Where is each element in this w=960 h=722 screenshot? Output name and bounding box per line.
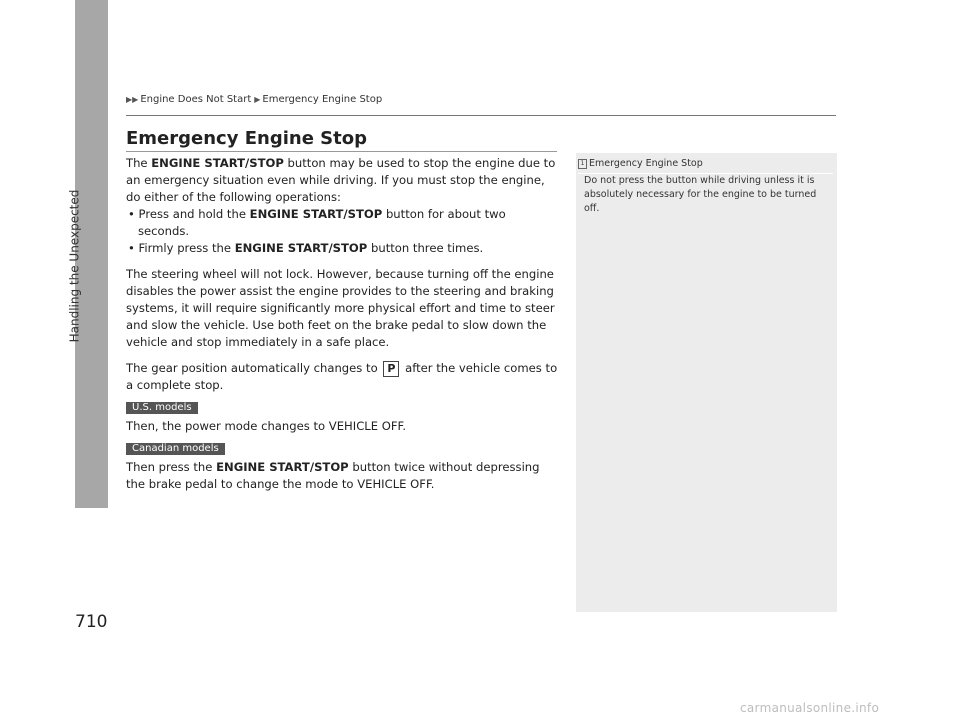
note-header bbox=[578, 158, 833, 174]
breadcrumb-arrow-icon: ▶ bbox=[254, 95, 261, 104]
steering-paragraph: The steering wheel will not lock. However, because turning off the engine disables the power assist the engine provides to the steering and braking systems, it will require significantly more physical effort and time to steer and slow the vehicle. Use both feet on the brake pedal to slow down the vehicle and stop immediately in a safe place. bbox=[126, 267, 555, 349]
breadcrumb-item-engine-does-not-start[interactable]: Engine Does Not Start bbox=[140, 94, 252, 105]
breadcrumb-arrow-icon: ▶▶ bbox=[126, 95, 139, 104]
canadian-models-badge: Canadian models bbox=[126, 443, 225, 455]
gear-paragraph: The gear position automatically changes to P after the vehicle comes to a complete stop. bbox=[126, 361, 558, 392]
gear-p-icon: P bbox=[383, 361, 399, 377]
breadcrumb bbox=[126, 94, 382, 105]
title-divider bbox=[126, 151, 557, 152]
bullet-icon: • bbox=[128, 241, 135, 255]
list-item: • Firmly press the ENGINE START/STOP button three times. bbox=[128, 241, 484, 255]
header-divider bbox=[126, 115, 836, 116]
watermark: carmanualsonline.info bbox=[740, 701, 880, 715]
us-models-text: Then, the power mode changes to VEHICLE OFF. bbox=[126, 419, 407, 433]
button-name: ENGINE START/STOP bbox=[151, 156, 284, 170]
page-title: Emergency Engine Stop bbox=[126, 128, 367, 149]
us-models-badge: U.S. models bbox=[126, 402, 198, 414]
note-panel bbox=[576, 153, 837, 612]
note-title: Emergency Engine Stop bbox=[589, 158, 703, 169]
canadian-models-text: Then press the ENGINE START/STOP button twice without depressing the brake pedal to change the mode to VEHICLE OFF. bbox=[126, 460, 540, 491]
note-number-icon: 1 bbox=[578, 159, 587, 169]
list-item: • Press and hold the ENGINE START/STOP button for about two seconds. bbox=[128, 207, 506, 238]
breadcrumb-item-emergency-engine-stop[interactable]: Emergency Engine Stop bbox=[262, 94, 383, 105]
note-body: Do not press the button while driving unless it is absolutely necessary for the engine to be turned off. bbox=[584, 175, 817, 214]
intro-paragraph: The ENGINE START/STOP button may be used to stop the engine due to an emergency situation even while driving. If you must stop the engine, do either of the following operations: bbox=[126, 156, 556, 204]
section-side-label: Handling the Unexpected bbox=[67, 189, 81, 343]
bullet-icon: • bbox=[128, 207, 135, 221]
page-number: 710 bbox=[75, 612, 108, 632]
main-content bbox=[126, 155, 560, 493]
